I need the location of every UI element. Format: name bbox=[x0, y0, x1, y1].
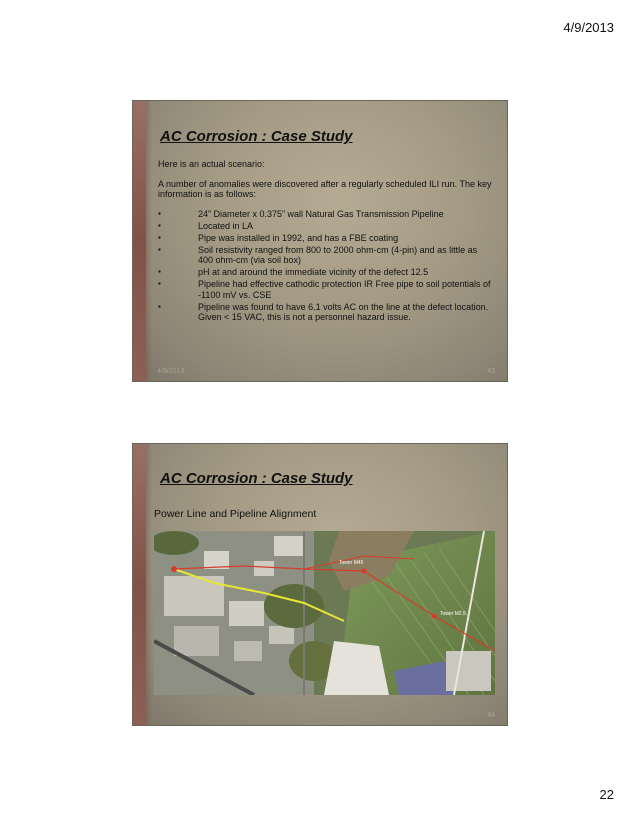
slide-2 bbox=[132, 443, 508, 726]
list-item: ▪ pH at and around the immediate vicinity of the defect 12.5 bbox=[158, 267, 429, 277]
square-bullet-icon: ▪ bbox=[158, 208, 161, 218]
slide-title: AC Corrosion : Case Study bbox=[160, 128, 353, 145]
page-date: 4/9/2013 bbox=[563, 20, 614, 35]
square-bullet-icon: ▪ bbox=[158, 232, 161, 242]
intro-text: Here is an actual scenario: bbox=[158, 159, 265, 169]
slide-footer-date: 4/9/2013 bbox=[157, 368, 185, 375]
slide-footer-number: 44 bbox=[487, 712, 495, 719]
map-label: Tower M45 bbox=[339, 560, 364, 566]
square-bullet-icon: ▪ bbox=[158, 244, 161, 254]
square-bullet-icon: ▪ bbox=[158, 220, 161, 230]
list-item: ▪ Soil resistivity ranged from 800 to 2000 ohm-cm (4-pin) and as little as 400 ohm-cm (via soil box) bbox=[158, 244, 478, 265]
aerial-map-drawing bbox=[154, 531, 495, 695]
list-item: ▪ Located in LA bbox=[158, 220, 254, 231]
list-item: ▪ Pipeline had effective cathodic protection IR Free pipe to soil potentials of -1100 mV vs. CSE bbox=[158, 279, 491, 300]
square-bullet-icon: ▪ bbox=[158, 279, 161, 288]
list-item: ▪ Pipe was installed in 1992, and has a FBE coating bbox=[158, 232, 399, 243]
aerial-map-image bbox=[154, 531, 495, 695]
list-item: ▪ Pipeline was found to have 6.1 volts AC on the line at the defect location. Given < 15 VAC, this is not a personnel hazard issue. bbox=[158, 301, 489, 322]
paragraph-text: A number of anomalies were discovered after a regularly scheduled ILI run. The key information is as follows: bbox=[158, 178, 492, 199]
square-bullet-icon: ▪ bbox=[158, 301, 161, 311]
bullet-list bbox=[158, 209, 493, 323]
slide-body bbox=[158, 159, 493, 324]
map-label: Tower M2.5 bbox=[440, 611, 466, 617]
list-item: ▪ 24” Diameter x 0.375” wall Natural Gas Transmission Pipeline bbox=[158, 208, 444, 219]
slide-subtitle: Power Line and Pipeline Alignment bbox=[154, 508, 317, 520]
slide-1 bbox=[132, 100, 508, 382]
slide-footer-number: 43 bbox=[487, 368, 495, 375]
slide-title: AC Corrosion : Case Study bbox=[160, 470, 353, 487]
square-bullet-icon: ▪ bbox=[158, 267, 161, 276]
page-number: 22 bbox=[599, 787, 614, 802]
